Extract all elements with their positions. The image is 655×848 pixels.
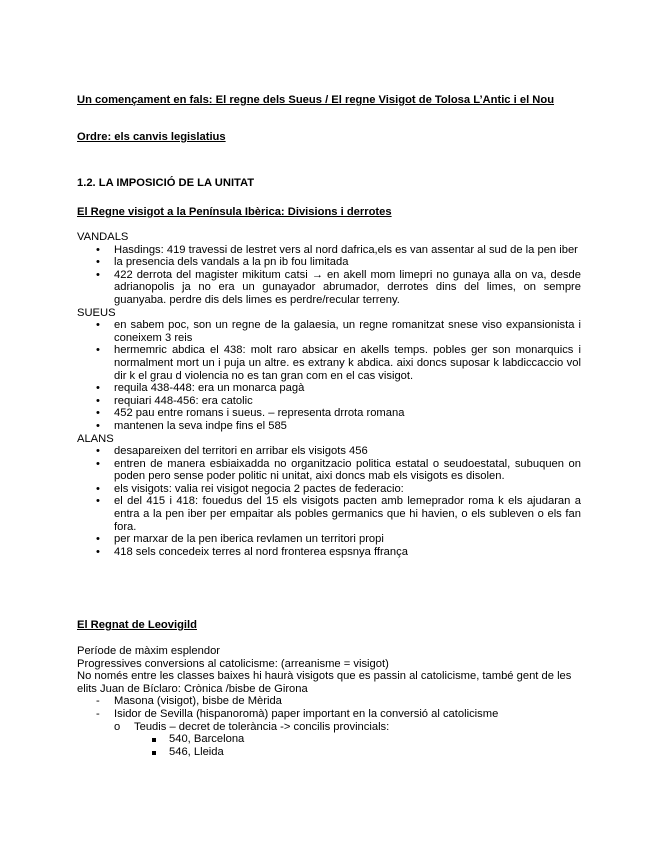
bullet-item: • els visigots: valia rei visigot negocia 2 pactes de federacio: bbox=[77, 483, 581, 496]
subsection-heading: El Regne visigot a la Península Ibèrica: Divisions i derrotes bbox=[77, 206, 392, 218]
group-sueus bbox=[77, 307, 581, 433]
section-heading: 1.2. LA IMPOSICIÓ DE LA UNITAT bbox=[77, 177, 255, 189]
paragraph-line: Període de màxim esplendor bbox=[77, 645, 221, 657]
group-label: VANDALS bbox=[77, 231, 129, 243]
square-item: 546, Lleida bbox=[152, 746, 581, 759]
dash-list bbox=[77, 695, 581, 758]
bullet-item: • Hasdings: 419 travessi de lestret vers al nord dafrica,els es van assentar al sud de la pen iber bbox=[77, 244, 581, 257]
bullet-item: • hermemric abdica el 438: molt raro absicar en akells temps. pobles ger son monarquics i normalment mort un i puja un altre. es extrany k abdica. aixi doncs suposar k labdiccaccio vol dir k el grau d violencia no es tan gran com en el cas visigot. bbox=[77, 344, 581, 382]
bullet-list bbox=[77, 319, 581, 432]
leovigild-heading: El Regnat de Leovigild bbox=[77, 619, 197, 631]
paragraph-line: No només entre les classes baixes hi haurà visigots que es passin al catolicisme, també gent de les elits Juan de Bíclaro: Crònica /bisbe de Girona bbox=[77, 670, 572, 695]
bullet-item: • la presencia dels vandals a la pn ib fou limitada bbox=[77, 256, 581, 269]
bullet-item: • requiari 448-456: era catolic bbox=[77, 395, 581, 408]
leovigild-section bbox=[77, 645, 581, 758]
sub-item-text: Teudis – decret de tolerància -> concilis provincials: bbox=[134, 720, 390, 733]
group-label: ALANS bbox=[77, 432, 114, 445]
sub-item bbox=[114, 721, 581, 759]
bullet-item: • per marxar de la pen iberica revlamen un territori propi bbox=[77, 533, 581, 546]
bullet-item: • 418 sels concedeix terres al nord fronterea espsnya ffrança bbox=[77, 546, 581, 559]
bullet-item: • requila 438-448: era un monarca pagà bbox=[77, 382, 581, 395]
bullet-list bbox=[77, 244, 581, 307]
bullet-item: • desapareixen del territori en arribar els visigots 456 bbox=[77, 445, 581, 458]
bullet-list bbox=[77, 445, 581, 558]
peoples-section bbox=[77, 231, 581, 558]
dash-item: - Masona (visigot), bisbe de Mèrida bbox=[77, 695, 581, 708]
bullet-item: • mantenen la seva indpe fins el 585 bbox=[77, 420, 581, 433]
square-list bbox=[134, 733, 581, 758]
group-alans bbox=[77, 433, 581, 559]
paragraph-line: Progressives conversions al catolicisme: (arreanisme = visigot) bbox=[77, 657, 389, 670]
dash-item-text: Isidor de Sevilla (hispanoromà) paper important en la conversió al catolicisme bbox=[114, 707, 499, 720]
group-label: SUEUS bbox=[77, 306, 116, 319]
document-title: Un començament en fals: El regne dels Sueus / El regne Visigot de Tolosa L’Antic i el Nou bbox=[77, 94, 555, 106]
sub-list bbox=[114, 721, 581, 759]
bullet-item: • 422 derrota del magister mikitum catsi → en akell mom limepri no gunaya alla on va, desde adrianopolis ja no era un gunayador abrumador, derrotes dins del limes, on sempre guanyaba. perdre dis dels limes es perdre/recular terreny. bbox=[77, 269, 581, 307]
bullet-item: • entren de manera esbiaixadda no organitzacio politica estatal o seudoestatal, subuquen on poden pero sense poder politic ni unitat, aixi doncs mab els visigots es disolen. bbox=[77, 458, 581, 483]
bullet-item: • el del 415 i 418: fouedus del 15 els visigots pacten amb lemeprador roma k els ajudaran a entra a la pen iber per empaitar als pobles germanics que hi havien, o els subleven o els fan fora. bbox=[77, 495, 581, 533]
group-vandals bbox=[77, 231, 581, 307]
dash-item bbox=[77, 708, 581, 758]
bullet-item: • 452 pau entre romans i sueus. – representa drrota romana bbox=[77, 407, 581, 420]
ordre-heading: Ordre: els canvis legislatius bbox=[77, 131, 226, 143]
square-item: 540, Barcelona bbox=[152, 733, 581, 746]
bullet-item: • en sabem poc, son un regne de la galaesia, un regne romanitzat snese viso expansionista i coneixem 3 reis bbox=[77, 319, 581, 344]
